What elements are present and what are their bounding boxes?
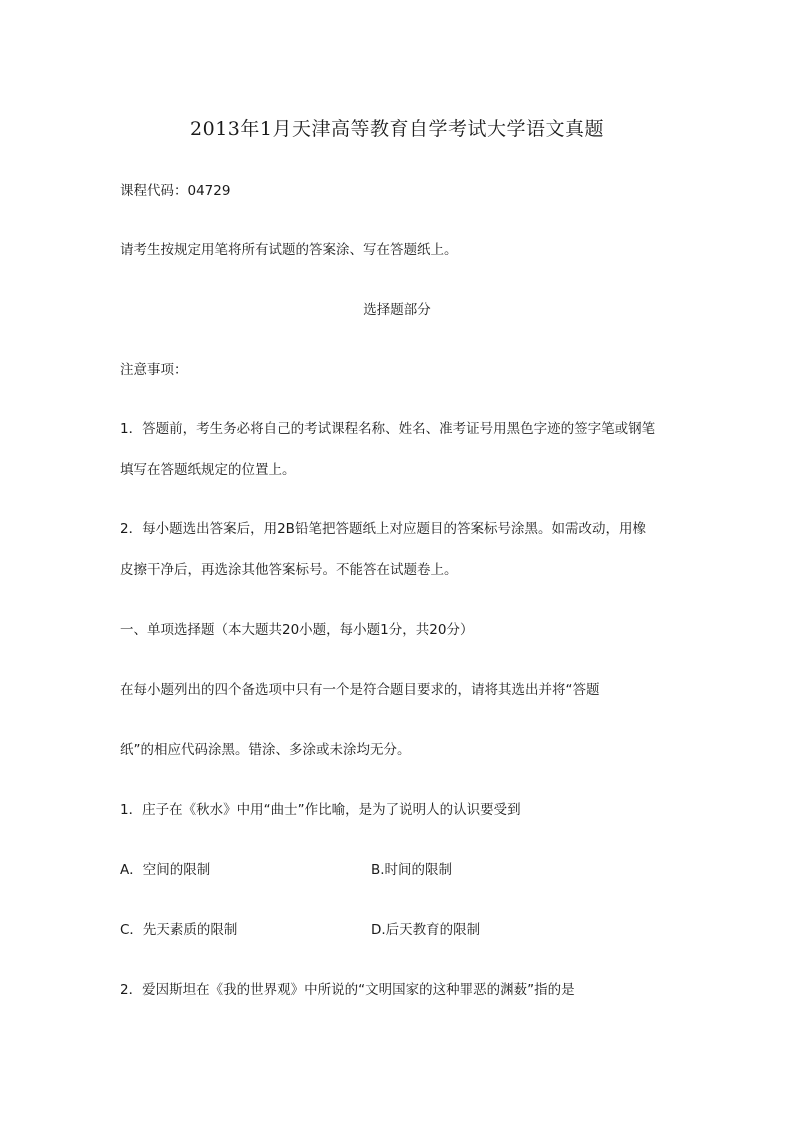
instruction-text: 请考生按规定用笔将所有试题的答案涂、写在答题纸上。 [120,242,458,258]
part-1-heading: 一、单项选择题（本大题共20小题，每小题1分，共20分） [120,622,474,638]
notes-heading: 注意事项： [120,362,188,378]
note-1-line-2: 填写在答题纸规定的位置上。 [120,462,296,478]
course-code: 课程代码：04729 [120,183,231,199]
document-title: 2013年1月天津高等教育自学考试大学语文真题 [190,118,604,140]
section-heading: 选择题部分 [363,302,431,318]
note-1-line-1: 1．答题前，考生务必将自己的考试课程名称、姓名、准考证号用黑色字迹的签字笔或钢笔 [120,421,656,437]
question-1-option-d: D.后天教育的限制 [371,922,481,938]
part-1-description-line-2: 纸”的相应代码涂黑。错涂、多涂或未涂均无分。 [120,742,411,758]
part-1-description-line-1: 在每小题列出的四个备选项中只有一个是符合题目要求的，请将其选出并将“答题 [120,682,600,698]
question-1-option-c: C．先天素质的限制 [120,922,238,938]
question-1-option-a: A．空间的限制 [120,862,211,878]
question-2-stem: 2．爱因斯坦在《我的世界观》中所说的“文明国家的这种罪恶的渊薮”指的是 [120,982,575,998]
note-2-line-2: 皮擦干净后，再选涂其他答案标号。不能答在试题卷上。 [120,562,458,578]
question-1-option-b: B.时间的限制 [371,862,453,878]
question-1-stem: 1．庄子在《秋水》中用“曲士”作比喻，是为了说明人的认识要受到 [120,802,521,818]
note-2-line-1: 2．每小题选出答案后，用2B铅笔把答题纸上对应题目的答案标号涂黑。如需改动，用橡 [120,521,646,537]
